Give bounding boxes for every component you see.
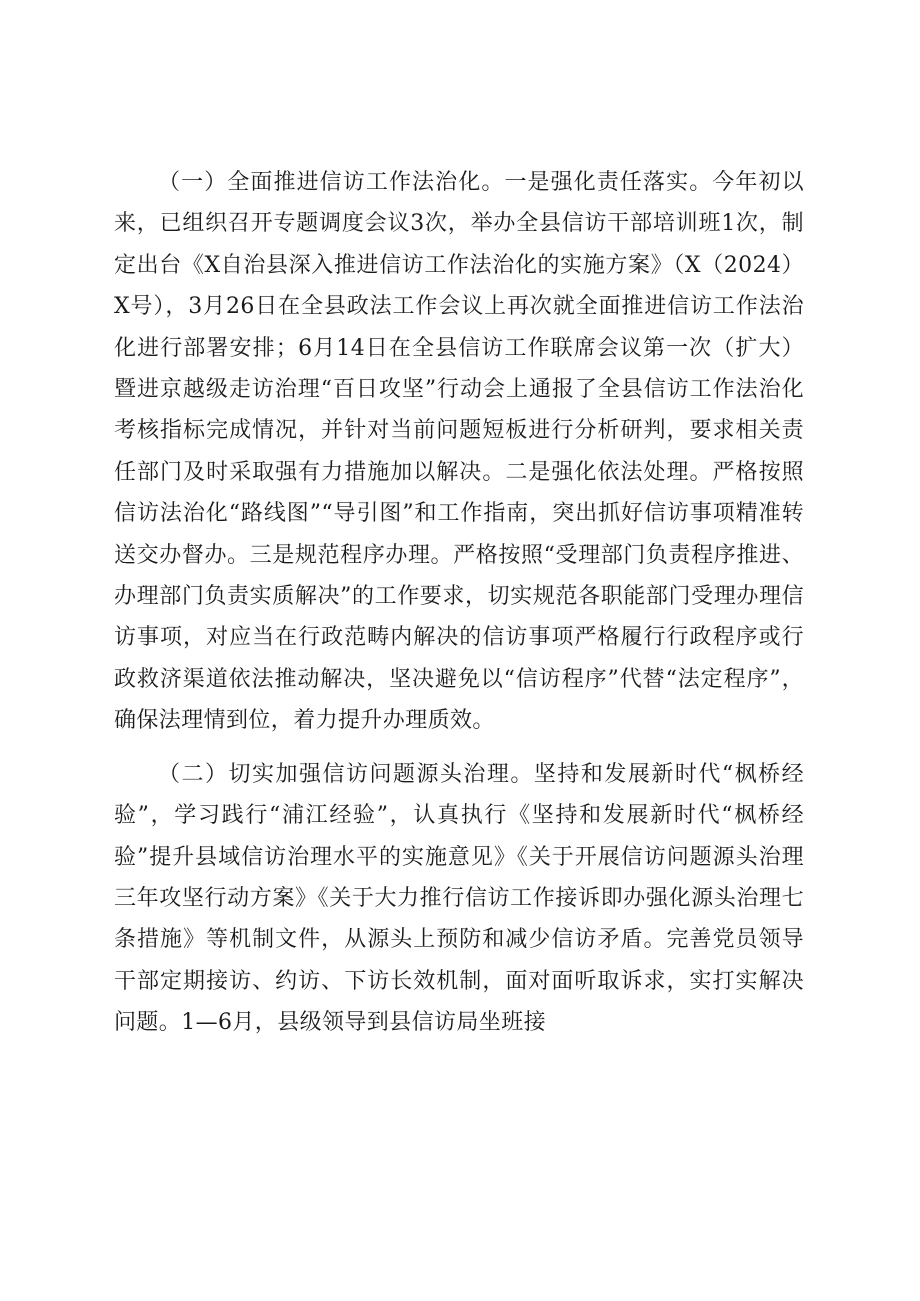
paragraph-1: （一）全面推进信访工作法治化。一是强化责任落实。今年初以来，已组织召开专题调度会议3次，举办全县信访干部培训班1次，制定出台《X自治县深入推进信访工作法治化的实施方案》（X（2024）X号），3月26日在全县政法工作会议上再次就全面推进信访工作法治化进行部署安排；6月14日在全县信访工作联席会议第一次（扩大）暨进京越级走访治理“百日攻坚”行动会上通报了全县信访工作法治化考核指标完成情况，并针对当前问题短板进行分析研判，要求相关责任部门及时采取强有力措施加以解决。二是强化依法处理。严格按照信访法治化“路线图”“导引图”和工作指南，突出抓好信访事项精准转送交办督办。三是规范程序办理。严格按照“受理部门负责程序推进、办理部门负责实质解决”的工作要求，切实规范各职能部门受理办理信访事项，对应当在行政范畴内解决的信访事项严格履行行政程序或行政救济渠道依法推动解决，坚决避免以“信访程序”代替“法定程序”，确保法理情到位，着力提升办理质效。 (114, 170, 804, 734)
document-body (114, 162, 804, 1044)
paragraph-2: （二）切实加强信访问题源头治理。坚持和发展新时代“枫桥经验”，学习践行“浦江经验”，认真执行《坚持和发展新时代“枫桥经验”提升县域信访治理水平的实施意见》《关于开展信访问题源头治理三年攻坚行动方案》《关于大力推行信访工作接诉即办强化源头治理七条措施》等机制文件，从源头上预防和减少信访矛盾。完善党员领导干部定期接访、约访、下访长效机制，面对面听取诉求，实打实解决问题。1—6月，县级领导到县信访局坐班接 (114, 761, 804, 1036)
